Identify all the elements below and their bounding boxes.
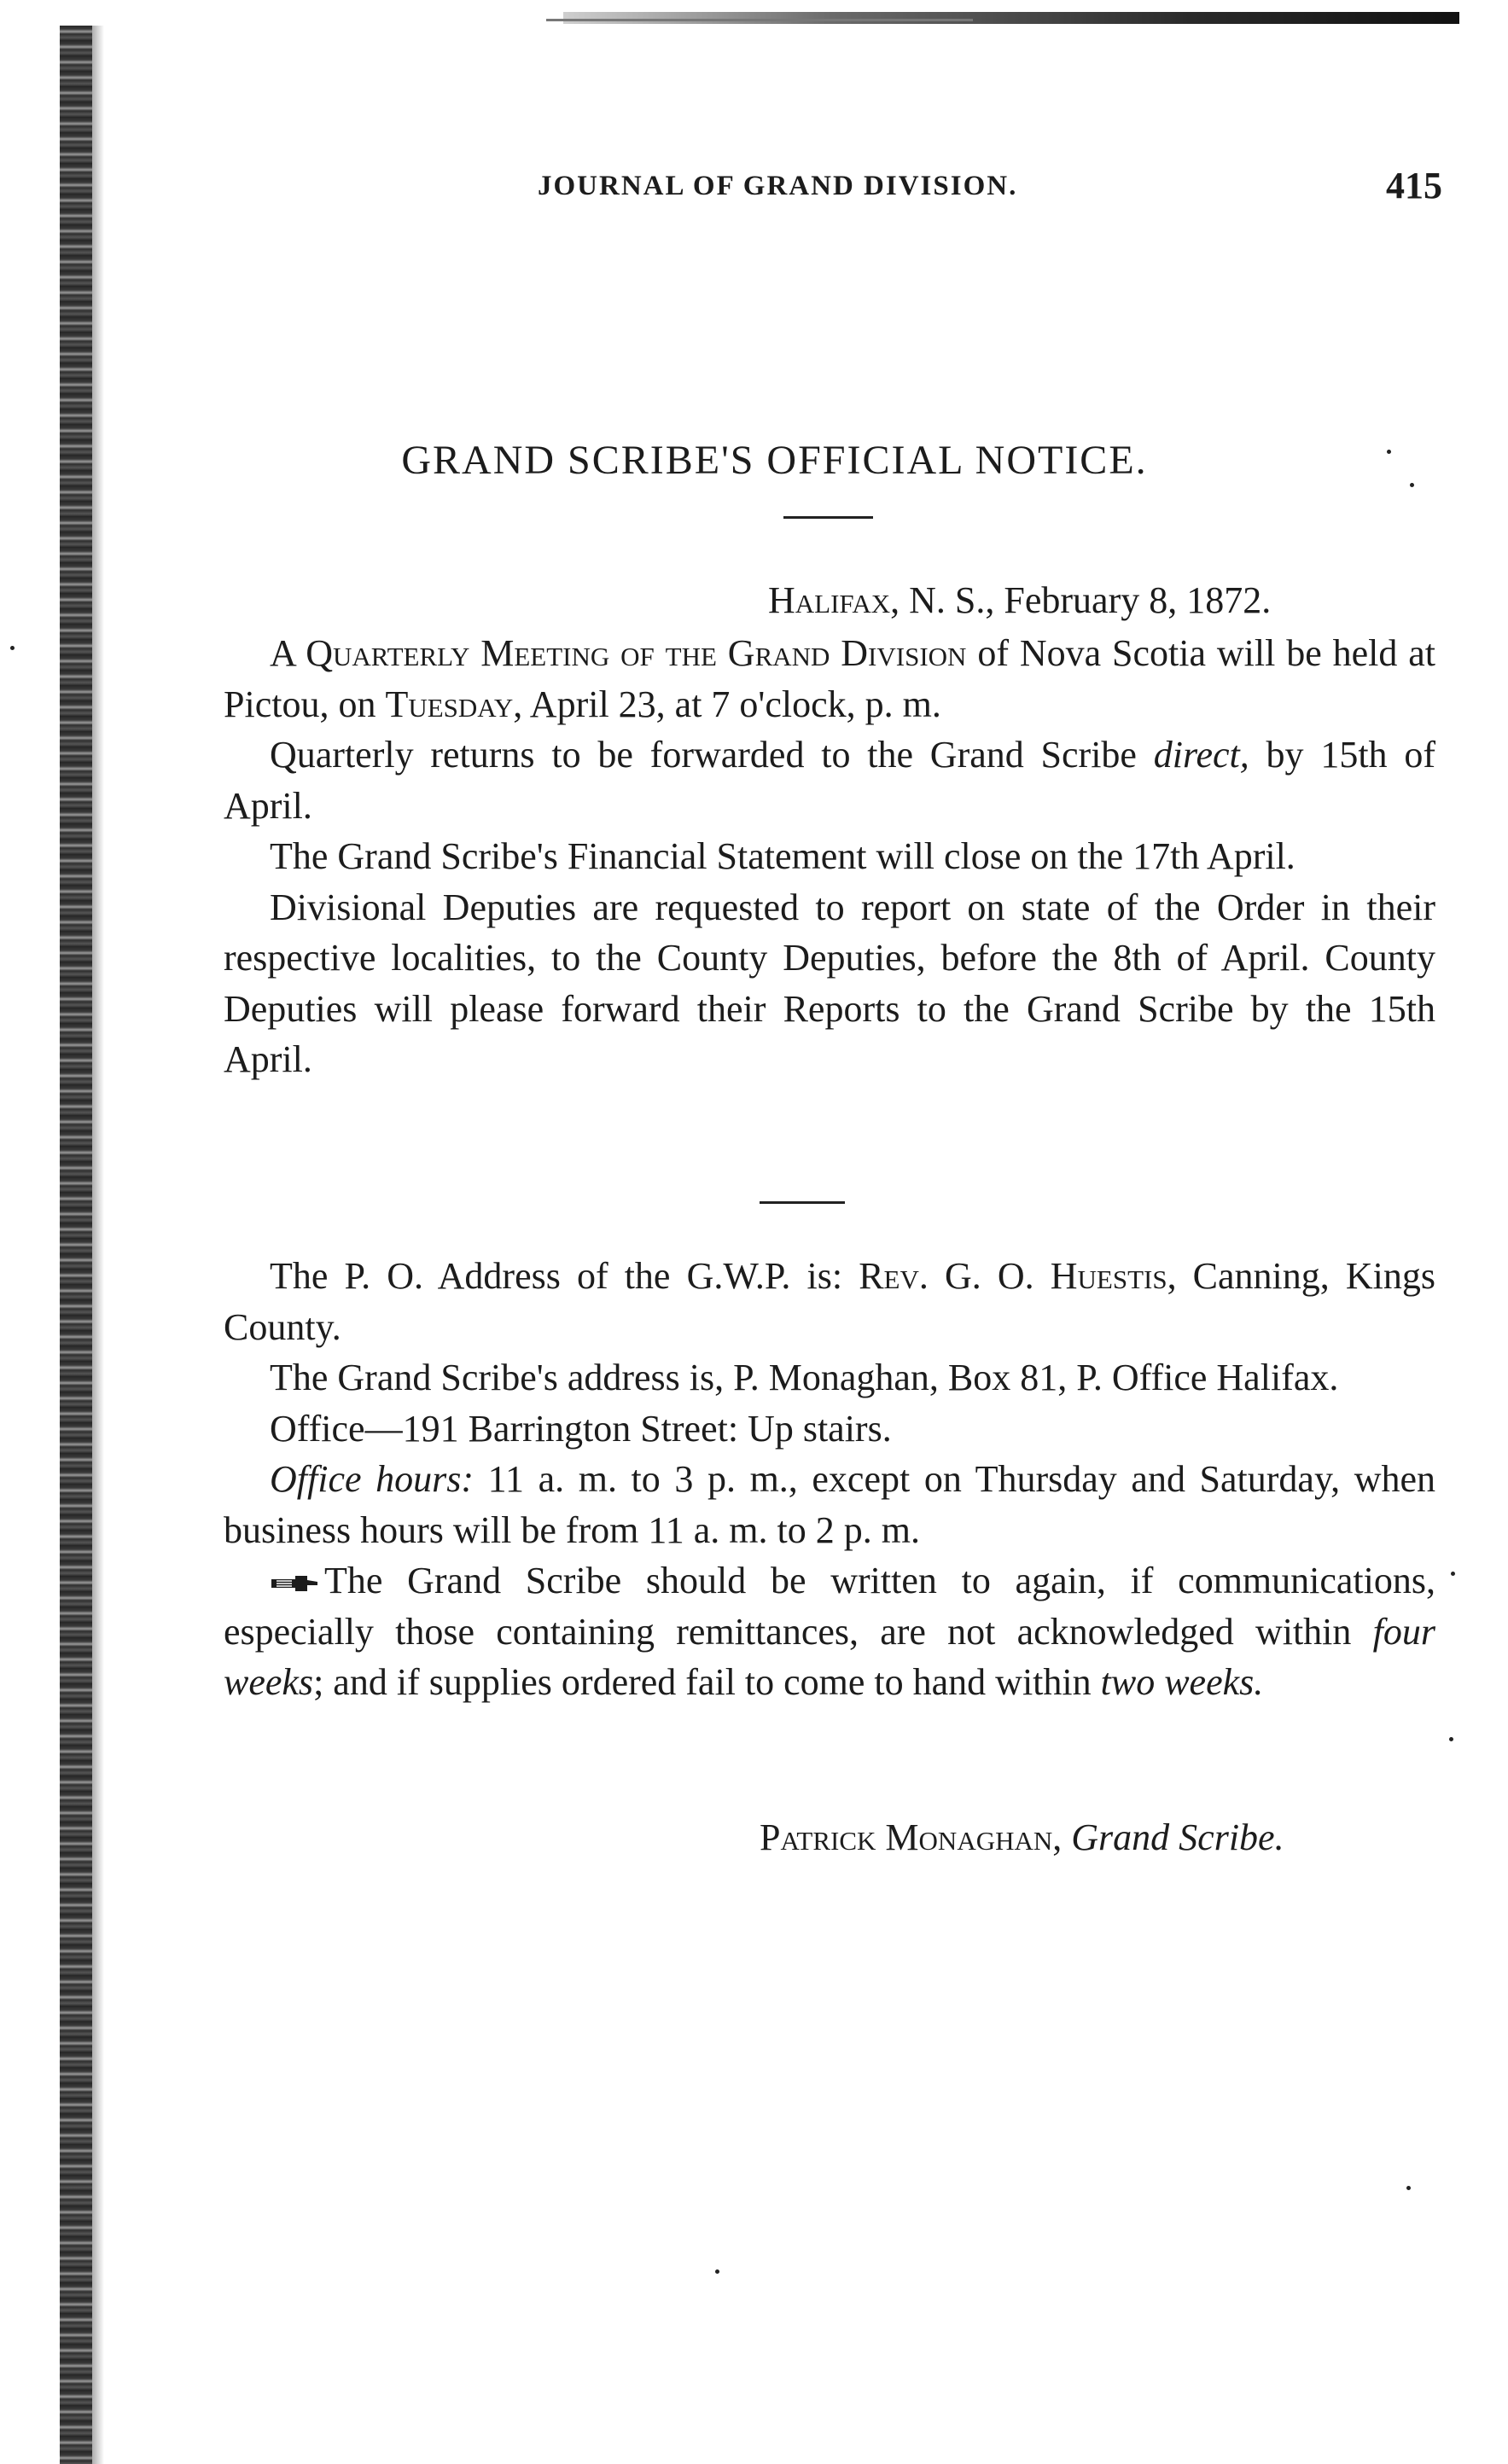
deputies-paragraph: Divisional Deputies are requested to report on state of the Order in their respective localities, to the County Deputies, before the 8th of April. County Deputies will please forward their Reports to the Grand Scribe by the 15th April. — [224, 886, 1435, 1080]
meeting-name: Quarterly Meeting of the Grand Division — [306, 632, 967, 674]
returns-paragraph: Quarterly returns to be forwarded to the Grand Scribe direct, by 15th of April. — [224, 734, 1435, 827]
scan-speck — [1387, 450, 1391, 454]
address-body — [224, 1251, 1435, 1708]
meeting-day: Tuesday — [385, 683, 514, 725]
gwp-address-paragraph: The P. O. Address of the G.W.P. is: Rev. G. O. Huestis, Canning, Kings County. — [224, 1255, 1436, 1348]
scan-speck — [1406, 2186, 1411, 2190]
gwp-name: Rev. G. O. Huestis, — [859, 1255, 1177, 1297]
office-hours-paragraph: Office hours: 11 a. m. to 3 p. m., except on Thursday and Saturday, when business hours will be from 11 a. m. to 2 p. m. — [224, 1458, 1436, 1551]
scan-top-line — [546, 19, 973, 21]
divider-rule — [783, 516, 873, 519]
scan-speck — [715, 2269, 719, 2274]
emphasis-four-weeks: four weeks — [224, 1610, 1435, 1703]
correspondence-paragraph: The Grand Scribe should be written to again, if communications, especially those containing remittances, are not acknowledged within four weeks; and if supplies ordered fail to come to hand within two weeks. — [224, 1560, 1435, 1703]
statement-paragraph: The Grand Scribe's Financial Statement will close on the 17th April. — [270, 835, 1295, 877]
running-head: JOURNAL OF GRAND DIVISION. — [538, 171, 1018, 201]
scan-speck — [1449, 1737, 1453, 1741]
meeting-paragraph: A Quarterly Meeting of the Grand Division of Nova Scotia will be held at Pictou, on Tuesday, April 23, at 7 o'clock, p. m. — [224, 632, 1436, 725]
signatory-title: Grand Scribe. — [1071, 1816, 1284, 1858]
divider-rule — [760, 1201, 845, 1204]
signature — [760, 1816, 1284, 1859]
scan-top-edge — [563, 12, 1459, 24]
dateline — [768, 578, 1271, 622]
scribe-address-paragraph: The Grand Scribe's address is, P. Monaghan, Box 81, P. Office Halifax. — [270, 1357, 1339, 1398]
scan-binding-shadow — [92, 26, 104, 2464]
notice-title: GRAND SCRIBE'S OFFICIAL NOTICE. — [401, 438, 1148, 483]
emphasis-two-weeks: two weeks. — [1100, 1661, 1264, 1703]
page-number: 415 — [1386, 165, 1442, 206]
scan-speck — [1451, 1572, 1455, 1576]
signatory-name: Patrick Monaghan, — [760, 1816, 1063, 1858]
emphasis-direct: direct, — [1153, 734, 1249, 776]
scan-speck — [10, 646, 15, 650]
office-location-paragraph: Office—191 Barrington Street: Up stairs. — [270, 1407, 892, 1450]
scan-speck — [1410, 483, 1414, 487]
dateline-place: Halifax — [768, 579, 891, 621]
dateline-date: , N. S., February 8, 1872. — [890, 579, 1272, 621]
page-header — [222, 164, 1442, 215]
notice-body — [224, 628, 1435, 1085]
pointing-hand-icon — [270, 1572, 319, 1595]
emphasis-office-hours: Office hours: — [270, 1458, 475, 1500]
scan-binding-edge — [60, 26, 92, 2464]
